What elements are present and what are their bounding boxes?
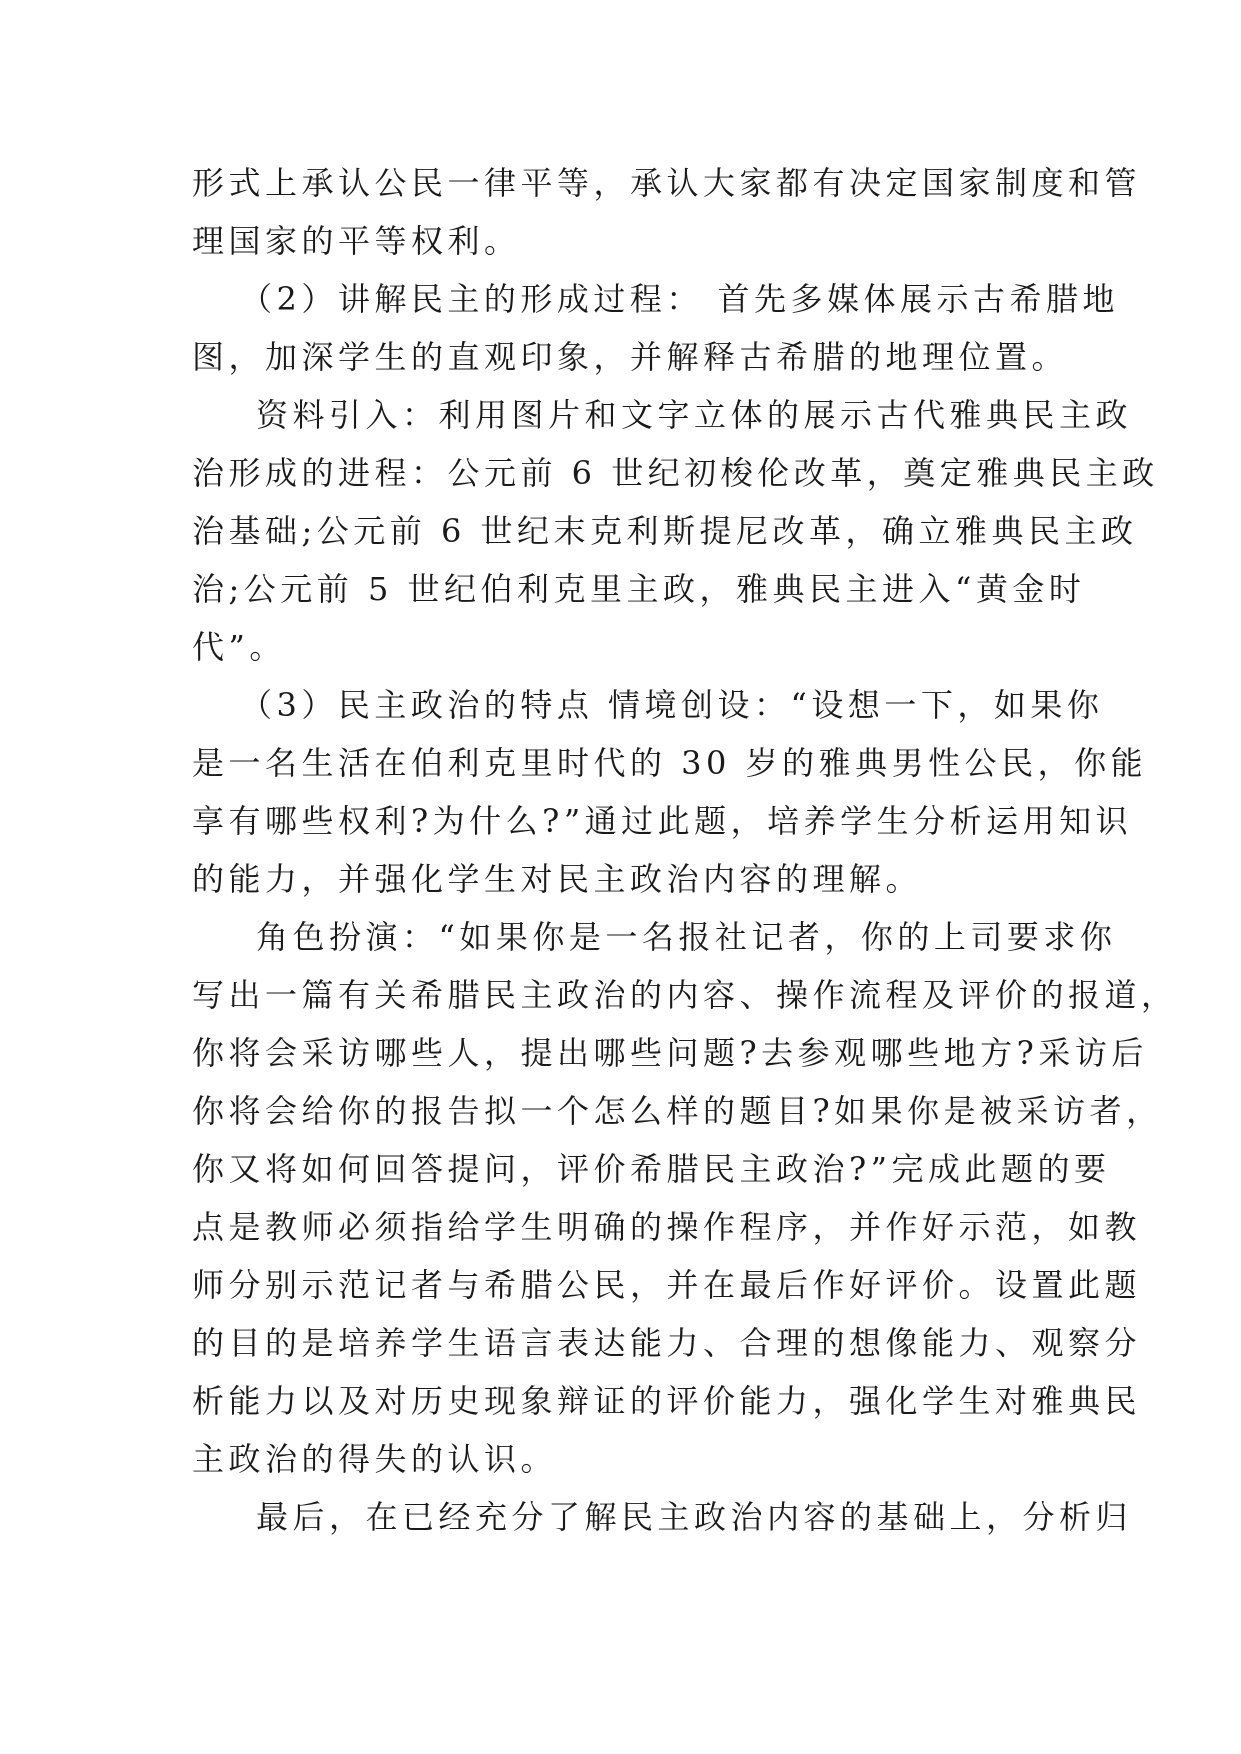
text-line: 析能力以及对历史现象辩证的评价能力，强化学生对雅典民	[192, 1382, 1142, 1420]
paragraph-3	[192, 386, 1159, 676]
text-line: 你将会给你的报告拟一个怎么样的题目?如果你是被采访者，	[192, 1092, 1163, 1130]
text-line: 资料引入：利用图片和文字立体的展示古代雅典民主政	[256, 396, 1133, 434]
paragraph-5	[192, 908, 1178, 1488]
paragraph-1	[192, 154, 1142, 270]
text-line: 最后，在已经充分了解民主政治内容的基础上，分析归	[256, 1498, 1133, 1536]
document-body	[192, 154, 1178, 1546]
text-line: 的能力，并强化学生对民主政治内容的理解。	[192, 860, 923, 898]
text-line: 主政治的得失的认识。	[192, 1440, 558, 1478]
text-line: 治形成的进程：公元前 6 世纪初梭伦改革，奠定雅典民主政	[192, 454, 1159, 492]
text-line: 治;公元前 5 世纪伯利克里主政，雅典民主进入“黄金时	[192, 570, 1086, 608]
paragraph-4	[192, 676, 1148, 908]
text-line: 享有哪些权利?为什么?”通过此题，培养学生分析运用知识	[192, 802, 1133, 840]
text-line: （3）民主政治的特点 情境创设：“设想一下，如果你	[240, 686, 1104, 724]
text-line: 写出一篇有关希腊民主政治的内容、操作流程及评价的报道，	[192, 976, 1178, 1014]
text-line: 治基础;公元前 6 世纪末克利斯提尼改革，确立雅典民主政	[192, 512, 1138, 550]
text-line: 理国家的平等权利。	[192, 222, 521, 260]
paragraph-2	[192, 270, 1120, 386]
text-line: 是一名生活在伯利克里时代的 30 岁的雅典男性公民，你能	[192, 744, 1148, 782]
text-line: 你将会采访哪些人，提出哪些问题?去参观哪些地方?采访后	[192, 1034, 1148, 1072]
paragraph-6	[192, 1488, 1133, 1546]
text-line: 你又将如何回答提问，评价希腊民主政治?”完成此题的要	[192, 1150, 1111, 1188]
text-line: 图，加深学生的直观印象，并解释古希腊的地理位置。	[192, 338, 1069, 376]
text-line: 形式上承认公民一律平等，承认大家都有决定国家制度和管	[192, 164, 1142, 202]
text-line: （2）讲解民主的形成过程： 首先多媒体展示古希腊地	[240, 280, 1120, 318]
text-line: 角色扮演：“如果你是一名报社记者，你的上司要求你	[256, 918, 1117, 956]
text-line: 代”。	[192, 628, 286, 666]
text-line: 点是教师必须指给学生明确的操作程序，并作好示范，如教	[192, 1208, 1142, 1246]
text-line: 的目的是培养学生语言表达能力、合理的想像能力、观察分	[192, 1324, 1142, 1362]
text-line: 师分别示范记者与希腊公民，并在最后作好评价。设置此题	[192, 1266, 1142, 1304]
